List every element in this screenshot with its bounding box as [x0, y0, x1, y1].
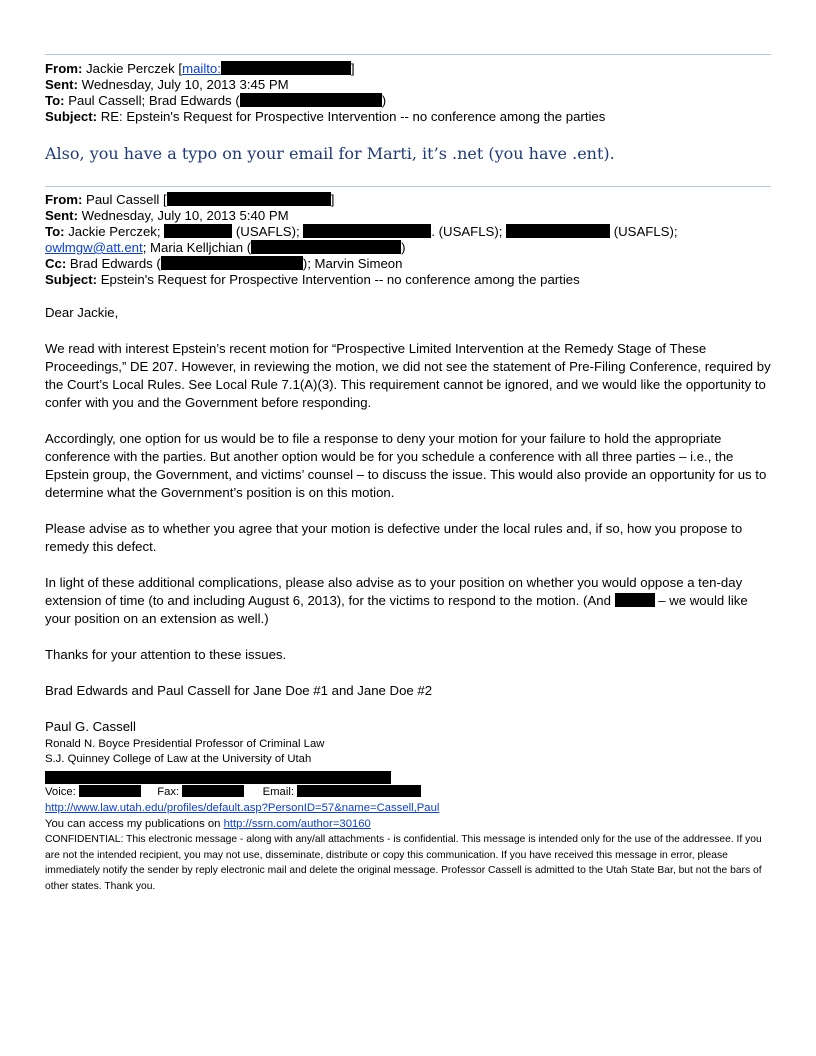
recipients: Paul Cassell; Brad Edwards ( [68, 93, 240, 108]
signature-title: Ronald N. Boyce Presidential Professor of Criminal Law [45, 738, 325, 750]
bracket: ] [350, 61, 355, 76]
redaction-box [506, 224, 610, 238]
redaction-box [221, 61, 351, 75]
email1-subject-line [45, 109, 775, 125]
paragraph-4-text: In light of these additional complications, please also advise as to your position on whether you would oppose a ten-day extension of time (to and including August 6, 2013), for the victims to respond to the motion. (And [45, 575, 743, 608]
signature-contact-line [45, 785, 775, 801]
redaction-box [251, 240, 401, 254]
from-label: From: [45, 61, 83, 76]
signature-school: S.J. Quinney College of Law at the University of Utah [45, 753, 312, 765]
email2-sent-line [45, 208, 775, 224]
email2-cc-line [45, 256, 775, 272]
recipient-email-link[interactable]: owlmgw@att.ent [45, 240, 143, 255]
voice-label: Voice: [45, 786, 76, 798]
recipient: (USAFLS); [613, 224, 678, 239]
paragraph-1: We read with interest Epstein’s recent motion for “Prospective Limited Intervention at the Remedy Stage of These Proceedings,” DE 207. However, in reviewing the motion, we did not see the statement of Pre-Filing Conference, required by the Court’s Local Rules. See Local Rule 7.1(A)(3). This requirement cannot be ignored, and we would like the opportunity to confer with you and the Government before responding. [45, 341, 771, 410]
reply-message: Also, you have a typo on your email for Marti, it’s .net (you have .ent). [45, 144, 615, 163]
email2-to-line [45, 224, 775, 240]
paragraph-4-text: – we would like your position on an extension as well.) [45, 593, 748, 626]
sent-date: Wednesday, July 10, 2013 5:40 PM [81, 208, 289, 223]
redaction-box [182, 785, 244, 797]
recipient: (USAFLS); [235, 224, 300, 239]
greeting: Dear Jackie, [45, 305, 119, 320]
bracket: ) [381, 93, 387, 108]
bracket: ] [330, 192, 335, 207]
email2-from-line [45, 192, 775, 208]
redaction-box [615, 593, 655, 607]
redaction-box [303, 224, 431, 238]
to-label: To: [45, 224, 65, 239]
recipient: ; Maria Kelljchian ( [142, 240, 252, 255]
signature-name: Paul G. Cassell [45, 719, 136, 734]
email1-from-line [45, 61, 775, 77]
redaction-box [240, 93, 382, 107]
profile-line [45, 801, 775, 817]
email2-to-line-cont [45, 240, 775, 256]
redaction-box [45, 771, 391, 784]
email1-sent-line [45, 77, 775, 93]
paragraph-2: Accordingly, one option for us would be to file a response to deny your motion for your failure to hold the appropriate conference with the parties. But another option would be for you schedule a conference with all three parties – i.e., the Epstein group, the Government, and victims’ counsel – to discuss the issue. This would also provide an opportunity for us to determine what the Government’s position is on this motion. [45, 431, 767, 500]
redaction-box [297, 785, 421, 797]
subject-label: Subject: [45, 272, 98, 287]
mailto-link[interactable]: mailto: [182, 61, 221, 76]
from-label: From: [45, 192, 83, 207]
sent-label: Sent: [45, 208, 78, 223]
bracket: [ [178, 61, 183, 76]
email1-to-line [45, 93, 775, 109]
confidentiality-notice: CONFIDENTIAL: This electronic message - along with any/all attachments - is confidential. This message is intended only for the use of the addressee. If you are not the intended recipient, you may not use, disseminate, distribute or copy this communication. If you have received this message in error, please immediately notify the sender by reply electronic mail and delete the original message. Professor Cassell is admitted to the Utah State Bar, but not the bars of other states. Thank you. [45, 834, 762, 892]
email2-subject-line [45, 272, 775, 288]
cc-recipient: Brad Edwards ( [69, 256, 161, 271]
header-divider-1 [45, 54, 771, 55]
redaction-box [161, 256, 303, 270]
bracket: ) [401, 240, 406, 255]
recipient: Jackie Perczek; [68, 224, 161, 239]
ssrn-link[interactable]: http://ssrn.com/author=30160 [223, 818, 371, 830]
subject-label: Subject: [45, 109, 98, 124]
paragraph-5: Thanks for your attention to these issues. [45, 647, 287, 662]
sent-date: Wednesday, July 10, 2013 3:45 PM [81, 77, 289, 92]
sender-name: Paul Cassell [ [86, 192, 167, 207]
fax-label: Fax: [157, 786, 180, 798]
redaction-box [164, 224, 232, 238]
header-divider-2 [45, 186, 771, 187]
cc-label: Cc: [45, 256, 67, 271]
redaction-box [79, 785, 141, 797]
profile-link[interactable]: http://www.law.utah.edu/profiles/default.asp?PersonID=57&name=Cassell,Paul [45, 802, 440, 814]
to-label: To: [45, 93, 65, 108]
sent-label: Sent: [45, 77, 78, 92]
paragraph-3: Please advise as to whether you agree that your motion is defective under the local rules and, if so, how you propose to remedy this defect. [45, 521, 743, 554]
publications-text: You can access my publications on [45, 818, 221, 830]
redaction-box [167, 192, 331, 206]
sender-name: Jackie Perczek [86, 61, 175, 76]
subject-text: Epstein's Request for Prospective Intervention -- no conference among the parties [100, 272, 580, 287]
publications-line [45, 817, 775, 833]
subject-text: RE: Epstein's Request for Prospective Intervention -- no conference among the parties [100, 109, 606, 124]
cc-recipient: ); Marvin Simeon [302, 256, 403, 271]
paragraph-4 [45, 574, 775, 628]
email-label: Email: [262, 786, 294, 798]
paragraph-6: Brad Edwards and Paul Cassell for Jane Doe #1 and Jane Doe #2 [45, 683, 433, 698]
recipient: . (USAFLS); [431, 224, 503, 239]
